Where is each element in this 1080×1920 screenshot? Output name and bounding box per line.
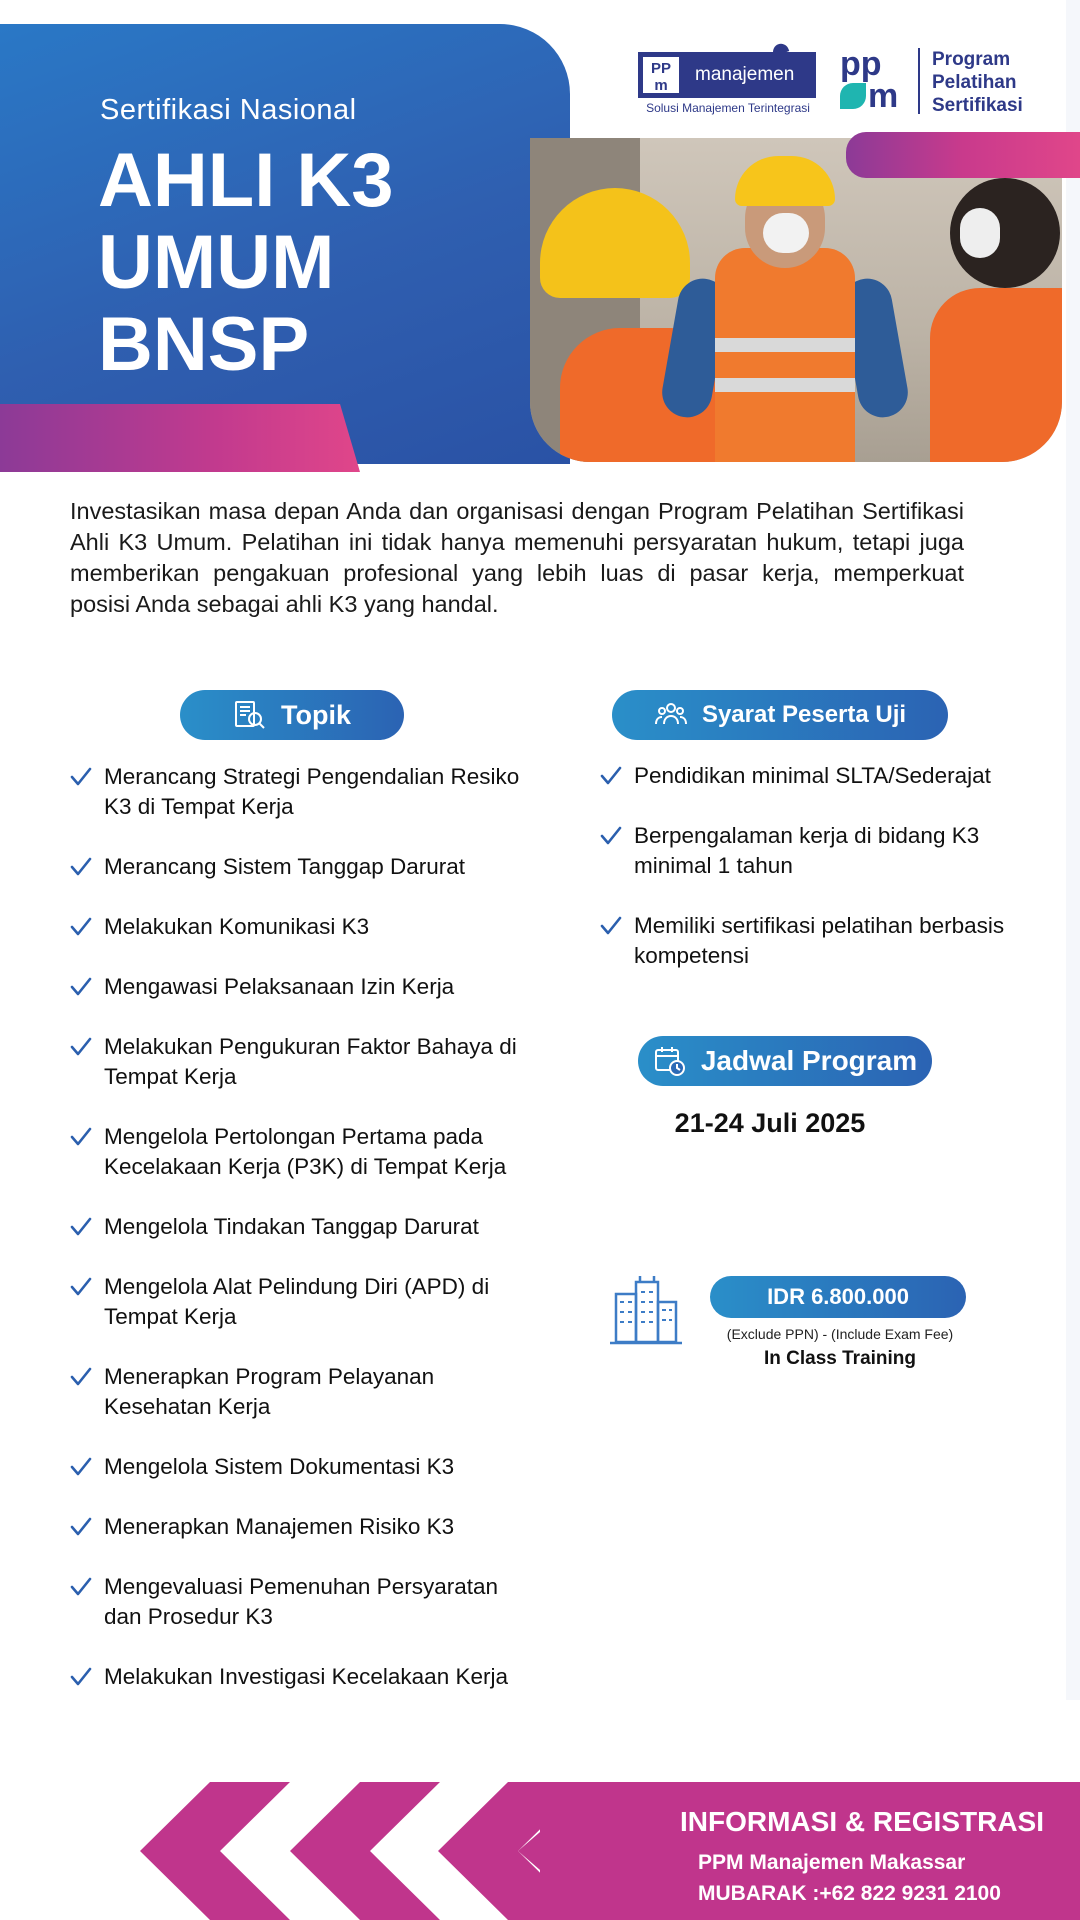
hero-subtitle: Sertifikasi Nasional xyxy=(100,94,357,126)
checkmark-icon xyxy=(70,766,92,788)
list-item xyxy=(70,1212,540,1242)
list-item-text: Mengawasi Pelaksanaan Izin Kerja xyxy=(104,974,455,999)
list-item-text: Menerapkan Program Pelayanan Kesehatan Kerja xyxy=(104,1364,435,1419)
checkmark-icon xyxy=(70,976,92,998)
checkmark-icon xyxy=(70,1216,92,1238)
hero-title-line: AHLI K3 xyxy=(98,138,394,223)
book-search-icon xyxy=(233,698,267,732)
list-item xyxy=(70,1272,540,1332)
price-note: (Exclude PPN) - (Include Exam Fee) xyxy=(726,1326,954,1342)
footer-title: INFORMASI & REGISTRASI xyxy=(680,1806,1045,1837)
jadwal-heading: Jadwal Program xyxy=(638,1036,932,1086)
list-item xyxy=(70,1512,540,1542)
list-item-text: Menerapkan Manajemen Risiko K3 xyxy=(104,1514,455,1539)
checkmark-icon xyxy=(70,1576,92,1598)
list-item-text: Mengelola Sistem Dokumentasi K3 xyxy=(104,1454,455,1479)
calendar-clock-icon xyxy=(653,1044,687,1078)
list-item xyxy=(70,1032,540,1092)
ppm-manajemen-logo xyxy=(638,52,816,98)
checkmark-icon xyxy=(70,1036,92,1058)
topik-heading: Topik xyxy=(180,690,404,740)
list-item xyxy=(600,761,1020,791)
ppm-logo-word: manajemen xyxy=(695,64,795,85)
list-item-text: Melakukan Pengukuran Faktor Bahaya di Tempat Kerja xyxy=(104,1034,517,1089)
topik-list xyxy=(70,762,540,1722)
syarat-list xyxy=(600,761,1020,1001)
list-item-text: Berpengalaman kerja di bidang K3 minimal 1 tahun xyxy=(634,823,980,878)
list-item xyxy=(70,1662,540,1692)
list-item xyxy=(70,912,540,942)
chevron-decoration xyxy=(140,1782,290,1920)
people-group-icon xyxy=(654,698,688,732)
program-pelatihan-logo: pp m Program Pelatihan Sertifikasi xyxy=(840,45,1023,116)
list-item xyxy=(70,1122,540,1182)
list-item xyxy=(600,821,1020,881)
building-icon xyxy=(610,1272,682,1346)
checkmark-icon xyxy=(70,856,92,878)
checkmark-icon xyxy=(600,825,622,847)
hero-photo-workers xyxy=(530,138,1062,462)
footer-organization: PPM Manajemen Makassar xyxy=(698,1851,966,1874)
checkmark-icon xyxy=(70,916,92,938)
list-item xyxy=(70,1452,540,1482)
chevron-decoration xyxy=(290,1782,440,1920)
list-item xyxy=(70,972,540,1002)
list-item-text: Mengelola Alat Pelindung Diri (APD) di Tempat Kerja xyxy=(104,1274,490,1329)
list-item xyxy=(600,911,1020,971)
list-item-text: Mengelola Tindakan Tanggap Darurat xyxy=(104,1214,479,1239)
syarat-heading: Syarat Peserta Uji xyxy=(612,690,948,740)
list-item-text: Pendidikan minimal SLTA/Sederajat xyxy=(634,763,991,788)
checkmark-icon xyxy=(70,1666,92,1688)
checkmark-icon xyxy=(70,1126,92,1148)
ppm-logo-mark: PP m xyxy=(641,55,681,95)
list-item xyxy=(70,762,540,822)
checkmark-icon xyxy=(600,765,622,787)
list-item xyxy=(70,1362,540,1422)
leaf-icon xyxy=(840,83,866,109)
price-badge: IDR 6.800.000 xyxy=(710,1276,966,1318)
list-item-text: Memiliki sertifikasi pelatihan berbasis kompetensi xyxy=(634,913,1005,968)
checkmark-icon xyxy=(70,1276,92,1298)
list-item xyxy=(70,852,540,882)
list-item-text: Mengelola Pertolongan Pertama pada Kecelakaan Kerja (P3K) di Tempat Kerja xyxy=(104,1124,507,1179)
list-item-text: Melakukan Investigasi Kecelakaan Kerja xyxy=(104,1664,508,1689)
jadwal-date: 21-24 Juli 2025 xyxy=(674,1108,866,1138)
hero-title-line: UMUM xyxy=(98,220,335,305)
page-edge xyxy=(1066,0,1080,1700)
checkmark-icon xyxy=(70,1366,92,1388)
checkmark-icon xyxy=(600,915,622,937)
list-item-text: Merancang Sistem Tanggap Darurat xyxy=(104,854,466,879)
ppm-logo-tagline: Solusi Manajemen Terintegrasi xyxy=(646,101,810,115)
hero-title xyxy=(98,140,394,386)
photo-accent-tab xyxy=(846,132,1080,178)
checkmark-icon xyxy=(70,1516,92,1538)
intro-paragraph: Investasikan masa depan Anda dan organisasi dengan Program Pelatihan Sertifikasi Ahli K3 Umum. Pelatihan ini tidak hanya memenuhi persyaratan hukum, tetapi juga memberikan pengakuan profesional yang lebih luas di pasar kerja, memperkuat posisi Anda sebagai ahli K3 yang handal. xyxy=(70,498,964,617)
list-item-text: Mengevaluasi Pemenuhan Persyaratan dan Prosedur K3 xyxy=(104,1574,498,1629)
footer-contact: MUBARAK :+62 822 9231 2100 xyxy=(698,1882,1001,1905)
checkmark-icon xyxy=(70,1456,92,1478)
list-item xyxy=(70,1572,540,1632)
list-item-text: Merancang Strategi Pengendalian Resiko K3 di Tempat Kerja xyxy=(104,764,520,819)
hero-accent-bar xyxy=(0,404,360,472)
training-mode: In Class Training xyxy=(763,1348,917,1369)
hero-title-line: BNSP xyxy=(98,302,310,387)
list-item-text: Melakukan Komunikasi K3 xyxy=(104,914,370,939)
